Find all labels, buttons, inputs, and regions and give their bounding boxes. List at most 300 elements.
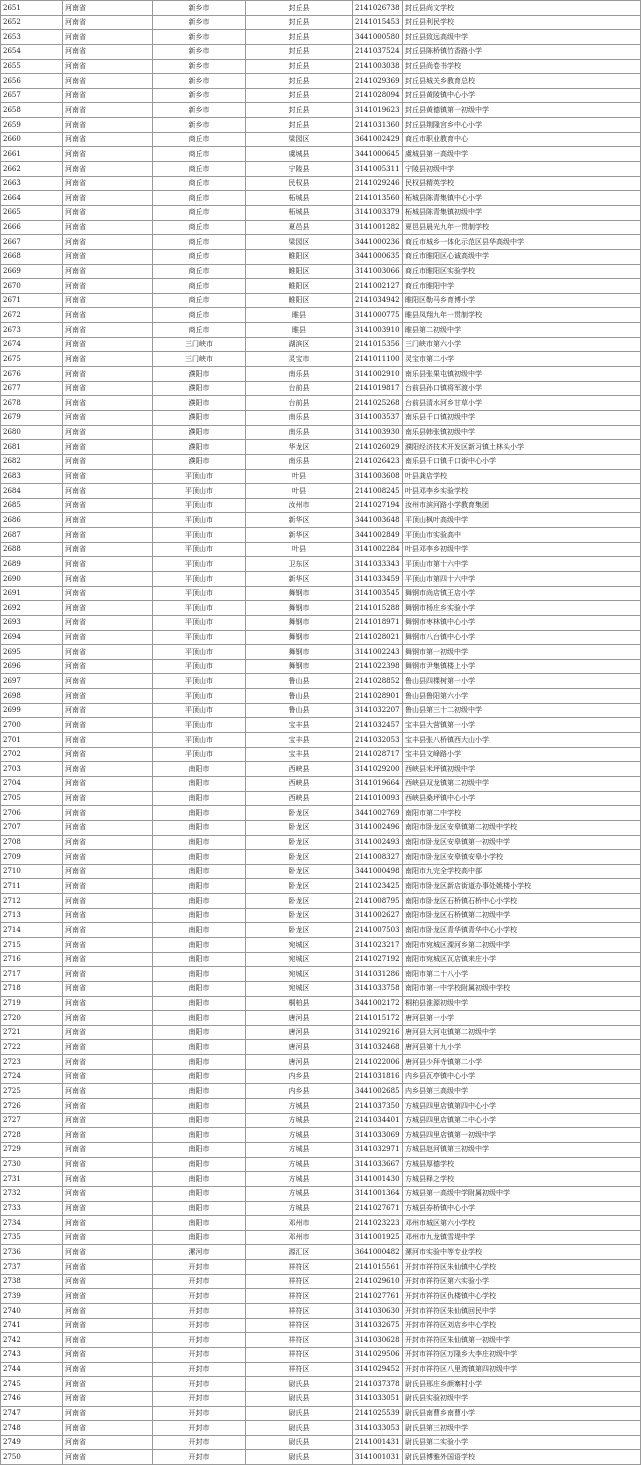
table-row (1, 176, 641, 191)
city-cell: 南阳市 (153, 1055, 246, 1070)
table-row (1, 147, 641, 162)
city-cell: 南阳市 (153, 1113, 246, 1128)
row-number-cell: 2703 (1, 762, 63, 777)
table-row (1, 425, 641, 440)
province-cell: 河南省 (63, 513, 153, 528)
city-cell: 南阳市 (153, 864, 246, 879)
city-cell: 平顶山市 (153, 733, 246, 748)
table-row (1, 996, 641, 1011)
city-cell: 三门峡市 (153, 352, 246, 367)
county-cell: 梁园区 (246, 235, 353, 250)
row-number-cell: 2731 (1, 1172, 63, 1187)
school-name-cell: 商丘市睢阳区实验学校 (403, 264, 641, 279)
province-cell: 河南省 (63, 791, 153, 806)
county-cell: 祥符区 (246, 1304, 353, 1319)
city-cell: 开封市 (153, 1274, 246, 1289)
code-cell: 3141032207 (353, 703, 403, 718)
school-name-cell: 唐河县少拜寺镇第二小学 (403, 1055, 641, 1070)
row-number-cell: 2663 (1, 176, 63, 191)
school-name-cell: 内乡县瓦亭镇中心小学 (403, 1069, 641, 1084)
city-cell: 南阳市 (153, 1099, 246, 1114)
city-cell: 平顶山市 (153, 557, 246, 572)
city-cell: 商丘市 (153, 279, 246, 294)
city-cell: 濮阳市 (153, 440, 246, 455)
province-cell: 河南省 (63, 1406, 153, 1421)
county-cell: 封丘县 (246, 88, 353, 103)
table-row (1, 15, 641, 30)
province-cell: 河南省 (63, 454, 153, 469)
code-cell: 2141025268 (353, 396, 403, 411)
province-cell: 河南省 (63, 1377, 153, 1392)
school-name-cell: 开封市祥符区万隆乡大李庄初级中学 (403, 1347, 641, 1362)
province-cell: 河南省 (63, 542, 153, 557)
row-number-cell: 2733 (1, 1201, 63, 1216)
school-name-cell: 南阳市卧龙区安皋镇第一初级中学 (403, 835, 641, 850)
table-row (1, 630, 641, 645)
province-cell: 河南省 (63, 820, 153, 835)
city-cell: 新乡市 (153, 30, 246, 45)
province-cell: 河南省 (63, 571, 153, 586)
county-cell: 夏邑县 (246, 220, 353, 235)
province-cell: 河南省 (63, 1055, 153, 1070)
city-cell: 商丘市 (153, 220, 246, 235)
code-cell: 3141001925 (353, 1230, 403, 1245)
table-row (1, 264, 641, 279)
row-number-cell: 2667 (1, 235, 63, 250)
county-cell: 邓州市 (246, 1230, 353, 1245)
province-cell: 河南省 (63, 103, 153, 118)
code-cell: 3641000482 (353, 1245, 403, 1260)
city-cell: 平顶山市 (153, 703, 246, 718)
county-cell: 封丘县 (246, 44, 353, 59)
row-number-cell: 2654 (1, 44, 63, 59)
province-cell: 河南省 (63, 1304, 153, 1319)
city-cell: 新乡市 (153, 74, 246, 89)
code-cell: 2141008245 (353, 484, 403, 499)
row-number-cell: 2671 (1, 293, 63, 308)
county-cell: 尉氏县 (246, 1406, 353, 1421)
code-cell: 2141029246 (353, 176, 403, 191)
row-number-cell: 2744 (1, 1362, 63, 1377)
county-cell: 舞钢市 (246, 615, 353, 630)
code-cell: 3141029506 (353, 1347, 403, 1362)
province-cell: 河南省 (63, 835, 153, 850)
row-number-cell: 2725 (1, 1084, 63, 1099)
school-name-cell: 灵宝市第二小学 (403, 352, 641, 367)
row-number-cell: 2675 (1, 352, 63, 367)
table-row (1, 1406, 641, 1421)
county-cell: 睢县 (246, 308, 353, 323)
province-cell: 河南省 (63, 1099, 153, 1114)
row-number-cell: 2717 (1, 967, 63, 982)
city-cell: 开封市 (153, 1304, 246, 1319)
city-cell: 商丘市 (153, 191, 246, 206)
row-number-cell: 2739 (1, 1289, 63, 1304)
table-row (1, 1186, 641, 1201)
table-row (1, 601, 641, 616)
table-row (1, 323, 641, 338)
province-cell: 河南省 (63, 162, 153, 177)
code-cell: 2141015453 (353, 15, 403, 30)
county-cell: 台前县 (246, 381, 353, 396)
city-cell: 商丘市 (153, 235, 246, 250)
school-name-cell: 舞钢市第一初级中学 (403, 645, 641, 660)
table-row (1, 674, 641, 689)
row-number-cell: 2674 (1, 337, 63, 352)
city-cell: 南阳市 (153, 1157, 246, 1172)
code-cell: 3141030630 (353, 1304, 403, 1319)
table-row (1, 352, 641, 367)
table-row (1, 220, 641, 235)
city-cell: 平顶山市 (153, 689, 246, 704)
county-cell: 内乡县 (246, 1084, 353, 1099)
code-cell: 3441002849 (353, 528, 403, 543)
row-number-cell: 2664 (1, 191, 63, 206)
province-cell: 河南省 (63, 1, 153, 16)
city-cell: 平顶山市 (153, 513, 246, 528)
county-cell: 宛城区 (246, 938, 353, 953)
school-name-cell: 舞钢市尹集镇楼上小学 (403, 659, 641, 674)
row-number-cell: 2741 (1, 1318, 63, 1333)
city-cell: 南阳市 (153, 1084, 246, 1099)
code-cell: 3141003379 (353, 205, 403, 220)
province-cell: 河南省 (63, 132, 153, 147)
table-row (1, 850, 641, 865)
code-cell: 3141033667 (353, 1157, 403, 1172)
county-cell: 内乡县 (246, 1069, 353, 1084)
county-cell: 封丘县 (246, 15, 353, 30)
table-row (1, 498, 641, 513)
code-cell: 3441000635 (353, 249, 403, 264)
table-row (1, 835, 641, 850)
row-number-cell: 2672 (1, 308, 63, 323)
school-name-cell: 商丘市城乡一体化示范区县华高级中学 (403, 235, 641, 250)
province-cell: 河南省 (63, 498, 153, 513)
table-row (1, 30, 641, 45)
city-cell: 濮阳市 (153, 410, 246, 425)
code-cell: 3141003545 (353, 586, 403, 601)
city-cell: 南阳市 (153, 879, 246, 894)
county-cell: 西峡县 (246, 762, 353, 777)
city-cell: 新乡市 (153, 88, 246, 103)
county-cell: 源汇区 (246, 1245, 353, 1260)
province-cell: 河南省 (63, 879, 153, 894)
county-cell: 睢县 (246, 323, 353, 338)
county-cell: 唐河县 (246, 1055, 353, 1070)
row-number-cell: 2687 (1, 528, 63, 543)
row-number-cell: 2695 (1, 645, 63, 660)
province-cell: 河南省 (63, 59, 153, 74)
table-row (1, 1260, 641, 1275)
county-cell: 宝丰县 (246, 733, 353, 748)
county-cell: 尉氏县 (246, 1450, 353, 1465)
table-row (1, 293, 641, 308)
row-number-cell: 2676 (1, 367, 63, 382)
row-number-cell: 2719 (1, 996, 63, 1011)
row-number-cell: 2718 (1, 981, 63, 996)
row-number-cell: 2657 (1, 88, 63, 103)
code-cell: 3141003910 (353, 323, 403, 338)
row-number-cell: 2748 (1, 1421, 63, 1436)
row-number-cell: 2691 (1, 586, 63, 601)
school-name-cell: 宝丰县文峰路小学 (403, 747, 641, 762)
province-cell: 河南省 (63, 776, 153, 791)
school-name-cell: 商丘市睢阳中学 (403, 279, 641, 294)
city-cell: 商丘市 (153, 132, 246, 147)
city-cell: 南阳市 (153, 850, 246, 865)
province-cell: 河南省 (63, 1186, 153, 1201)
school-name-cell: 开封市祥符区第六实验小学 (403, 1274, 641, 1289)
row-number-cell: 2666 (1, 220, 63, 235)
table-row (1, 571, 641, 586)
county-cell: 宛城区 (246, 952, 353, 967)
table-row (1, 806, 641, 821)
province-cell: 河南省 (63, 1230, 153, 1245)
code-cell: 2141018971 (353, 615, 403, 630)
county-cell: 宛城区 (246, 967, 353, 982)
school-name-cell: 方城县四里店镇第二中心小学 (403, 1113, 641, 1128)
code-cell: 3441003648 (353, 513, 403, 528)
table-row (1, 1450, 641, 1465)
row-number-cell: 2683 (1, 469, 63, 484)
city-cell: 南阳市 (153, 791, 246, 806)
province-cell: 河南省 (63, 1128, 153, 1143)
code-cell: 2141015288 (353, 601, 403, 616)
code-cell: 3441000580 (353, 30, 403, 45)
province-cell: 河南省 (63, 806, 153, 821)
table-row (1, 1157, 641, 1172)
city-cell: 南阳市 (153, 923, 246, 938)
county-cell: 南乐县 (246, 410, 353, 425)
school-name-cell: 叶县邓李乡实验学校 (403, 484, 641, 499)
province-cell: 河南省 (63, 1450, 153, 1465)
row-number-cell: 2728 (1, 1128, 63, 1143)
code-cell: 3141001031 (353, 1450, 403, 1465)
city-cell: 南阳市 (153, 1216, 246, 1231)
table-row (1, 44, 641, 59)
county-cell: 华龙区 (246, 440, 353, 455)
row-number-cell: 2651 (1, 1, 63, 16)
code-cell: 3141002910 (353, 367, 403, 382)
school-name-cell: 漯河市实验中等专业学校 (403, 1245, 641, 1260)
code-cell: 2141028094 (353, 88, 403, 103)
county-cell: 叶县 (246, 542, 353, 557)
school-name-cell: 平顶山市第十六中学 (403, 557, 641, 572)
row-number-cell: 2701 (1, 733, 63, 748)
table-row (1, 776, 641, 791)
province-cell: 河南省 (63, 1084, 153, 1099)
code-cell: 3441002769 (353, 806, 403, 821)
row-number-cell: 2698 (1, 689, 63, 704)
row-number-cell: 2749 (1, 1435, 63, 1450)
county-cell: 卧龙区 (246, 850, 353, 865)
city-cell: 平顶山市 (153, 747, 246, 762)
county-cell: 叶县 (246, 469, 353, 484)
city-cell: 南阳市 (153, 996, 246, 1011)
province-cell: 河南省 (63, 74, 153, 89)
school-name-cell: 舞钢市枣林镇中心小学 (403, 615, 641, 630)
city-cell: 平顶山市 (153, 484, 246, 499)
code-cell: 2141037524 (353, 44, 403, 59)
table-row (1, 1391, 641, 1406)
county-cell: 鲁山县 (246, 674, 353, 689)
table-row (1, 1, 641, 16)
province-cell: 河南省 (63, 337, 153, 352)
province-cell: 河南省 (63, 659, 153, 674)
county-cell: 宛城区 (246, 981, 353, 996)
code-cell: 3141023217 (353, 938, 403, 953)
province-cell: 河南省 (63, 718, 153, 733)
school-name-cell: 睢县第二初级中学 (403, 323, 641, 338)
city-cell: 漯河市 (153, 1245, 246, 1260)
code-cell: 2141008327 (353, 850, 403, 865)
row-number-cell: 2708 (1, 835, 63, 850)
school-name-cell: 南阳市卧龙区石桥镇石桥中心小学校 (403, 894, 641, 909)
county-cell: 祥符区 (246, 1362, 353, 1377)
city-cell: 商丘市 (153, 249, 246, 264)
province-cell: 河南省 (63, 235, 153, 250)
table-row (1, 118, 641, 133)
table-row (1, 1128, 641, 1143)
table-row (1, 1201, 641, 1216)
school-name-cell: 宝丰县张八桥镇西大山小学 (403, 733, 641, 748)
county-cell: 新华区 (246, 513, 353, 528)
school-name-cell: 宝丰县大营镇第一小学 (403, 718, 641, 733)
school-name-cell: 南阳市卧龙区新店街道办事处姚楼小学校 (403, 879, 641, 894)
province-cell: 河南省 (63, 601, 153, 616)
school-name-cell: 方城县赵河镇第三初级中学 (403, 1142, 641, 1157)
county-cell: 宝丰县 (246, 718, 353, 733)
row-number-cell: 2655 (1, 59, 63, 74)
code-cell: 2141022006 (353, 1055, 403, 1070)
table-row (1, 88, 641, 103)
county-cell: 尉氏县 (246, 1435, 353, 1450)
county-cell: 祥符区 (246, 1318, 353, 1333)
table-row (1, 1289, 641, 1304)
table-row (1, 1099, 641, 1114)
school-name-cell: 三门峡市第六小学 (403, 337, 641, 352)
code-cell: 2141031816 (353, 1069, 403, 1084)
province-cell: 河南省 (63, 1011, 153, 1026)
school-name-cell: 夏邑县晨光九年一贯制学校 (403, 220, 641, 235)
province-cell: 河南省 (63, 1289, 153, 1304)
code-cell: 3641002429 (353, 132, 403, 147)
city-cell: 商丘市 (153, 293, 246, 308)
school-name-cell: 尉氏县第三初级中学 (403, 1421, 641, 1436)
table-row (1, 967, 641, 982)
city-cell: 南阳市 (153, 1128, 246, 1143)
province-cell: 河南省 (63, 630, 153, 645)
row-number-cell: 2673 (1, 323, 63, 338)
county-cell: 舞钢市 (246, 659, 353, 674)
city-cell: 开封市 (153, 1391, 246, 1406)
table-row (1, 659, 641, 674)
code-cell: 3141001364 (353, 1186, 403, 1201)
row-number-cell: 2684 (1, 484, 63, 499)
table-row (1, 132, 641, 147)
code-cell: 2141037378 (353, 1377, 403, 1392)
county-cell: 祥符区 (246, 1274, 353, 1289)
city-cell: 平顶山市 (153, 528, 246, 543)
school-name-cell: 开封市祥符区朱仙镇回民中学 (403, 1304, 641, 1319)
code-cell: 3141000775 (353, 308, 403, 323)
row-number-cell: 2715 (1, 938, 63, 953)
row-number-cell: 2746 (1, 1391, 63, 1406)
table-row (1, 718, 641, 733)
city-cell: 濮阳市 (153, 381, 246, 396)
province-cell: 河南省 (63, 1201, 153, 1216)
city-cell: 商丘市 (153, 176, 246, 191)
school-name-cell: 南乐县韩张镇初级中学 (403, 425, 641, 440)
school-name-cell: 叶县邓李乡初级中学 (403, 542, 641, 557)
row-number-cell: 2688 (1, 542, 63, 557)
province-cell: 河南省 (63, 147, 153, 162)
row-number-cell: 2670 (1, 279, 63, 294)
city-cell: 新乡市 (153, 118, 246, 133)
code-cell: 2141023425 (353, 879, 403, 894)
city-cell: 平顶山市 (153, 645, 246, 660)
row-number-cell: 2707 (1, 820, 63, 835)
school-name-cell: 西峡县桑坪镇中心小学 (403, 791, 641, 806)
province-cell: 河南省 (63, 923, 153, 938)
table-row (1, 74, 641, 89)
school-name-cell: 柘城县陈青集镇中心小学 (403, 191, 641, 206)
school-name-cell: 鲁山县第三十二初级中学 (403, 703, 641, 718)
city-cell: 开封市 (153, 1406, 246, 1421)
school-name-cell: 尉氏县实验初级中学 (403, 1391, 641, 1406)
table-row (1, 908, 641, 923)
school-name-cell: 方城县四里店镇第一初级中学 (403, 1128, 641, 1143)
province-cell: 河南省 (63, 396, 153, 411)
school-name-cell: 方城县释之学校 (403, 1172, 641, 1187)
city-cell: 南阳市 (153, 1230, 246, 1245)
row-number-cell: 2705 (1, 791, 63, 806)
row-number-cell: 2696 (1, 659, 63, 674)
code-cell: 2141019817 (353, 381, 403, 396)
school-name-cell: 尉氏县南曹乡南曹小学 (403, 1406, 641, 1421)
row-number-cell: 2690 (1, 571, 63, 586)
table-row (1, 981, 641, 996)
county-cell: 灵宝市 (246, 352, 353, 367)
code-cell: 3141003930 (353, 425, 403, 440)
code-cell: 2141022398 (353, 659, 403, 674)
county-cell: 方城县 (246, 1142, 353, 1157)
row-number-cell: 2686 (1, 513, 63, 528)
city-cell: 平顶山市 (153, 571, 246, 586)
city-cell: 南阳市 (153, 1142, 246, 1157)
county-cell: 睢阳区 (246, 293, 353, 308)
school-name-cell: 封丘县黄德镇第一初级中学 (403, 103, 641, 118)
county-cell: 宝丰县 (246, 747, 353, 762)
row-number-cell: 2711 (1, 879, 63, 894)
school-name-cell: 南阳市第一中学校附属初级中学校 (403, 981, 641, 996)
table-row (1, 689, 641, 704)
county-cell: 舞钢市 (246, 630, 353, 645)
code-cell: 3141031286 (353, 967, 403, 982)
province-cell: 河南省 (63, 367, 153, 382)
row-number-cell: 2700 (1, 718, 63, 733)
school-name-cell: 西峡县米坪镇初级中学 (403, 762, 641, 777)
row-number-cell: 2727 (1, 1113, 63, 1128)
county-cell: 唐河县 (246, 1040, 353, 1055)
table-row (1, 191, 641, 206)
code-cell: 2141007503 (353, 923, 403, 938)
city-cell: 平顶山市 (153, 542, 246, 557)
school-name-cell: 舞钢市尚店镇王店小学 (403, 586, 641, 601)
province-cell: 河南省 (63, 1347, 153, 1362)
school-name-cell: 柘城县陈青集镇初级中学 (403, 205, 641, 220)
city-cell: 商丘市 (153, 308, 246, 323)
